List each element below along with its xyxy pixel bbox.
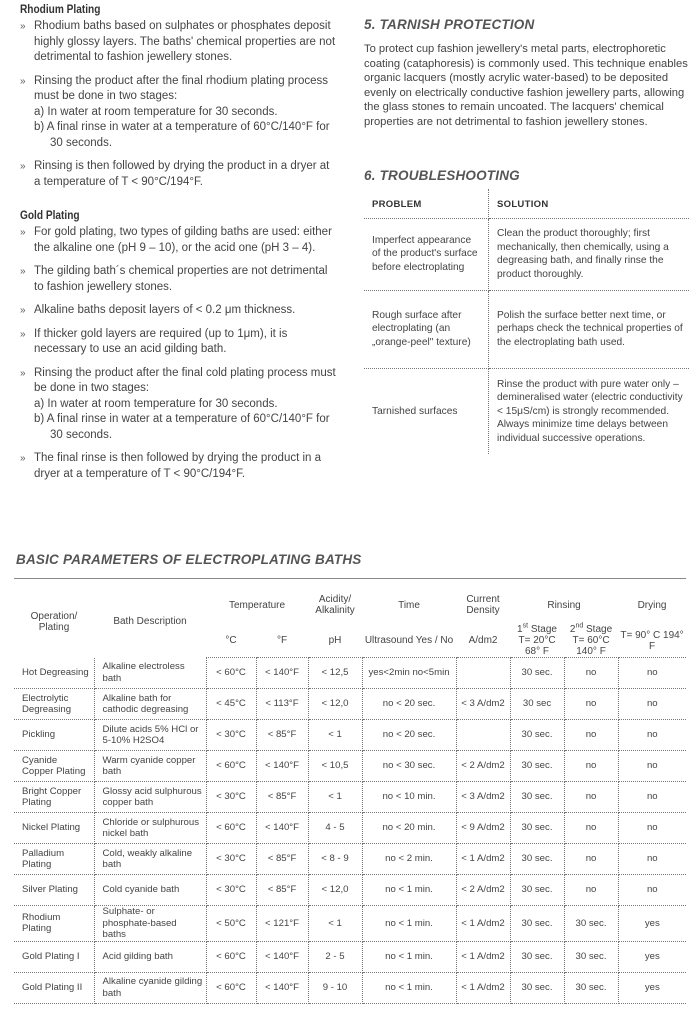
list-item: » Rinsing the product after the final rhodium plating process must be done in two stages: a) In water at room temperature for 30 seconds. b) A final rinse in water at a temperature of 60°C/140°F for 30 seconds. [20, 74, 330, 149]
table-row: Rough surface after electroplating (an „orange-peel" texture) Polish the surface better next time, or perhaps check the technical properties of the electroplating bath used. [364, 290, 689, 368]
cell-desc: Alkaline bath for cathodic degreasing [94, 689, 206, 720]
bullet-icon: » [20, 453, 26, 464]
stage1-header: 1st Stage T= 20°C 68° F [510, 624, 564, 658]
cell-desc: Alkaline cyanide gilding bath [94, 972, 206, 1003]
list-item: » The gilding bath´s chemical properties are not detrimental to fashion jewellery stones. [20, 265, 328, 293]
operation-header: Operation/ Plating [30, 610, 78, 633]
baths-heading: BASIC PARAMETERS OF ELECTROPLATING BATHS [16, 552, 362, 567]
cell-op: Bright Copper Plating [14, 782, 94, 813]
cell-f: < 140°F [256, 751, 308, 782]
cell-r2: no [564, 782, 618, 813]
cell-c: < 30°C [206, 844, 256, 875]
table-row: Tarnished surfaces Rinse the product with pure water only – demineralised water (electric conductivity < 15μS/cm) is strongly recommended. Always minimize time delays between individual successive operations. [364, 368, 689, 454]
cell-f: < 140°F [256, 658, 308, 689]
table-row [14, 972, 686, 1003]
left-column [16, 4, 336, 490]
cell-ph: < 10,5 [308, 751, 362, 782]
cell-r1: 30 sec. [510, 813, 564, 844]
cell-r1: 30 sec. [510, 751, 564, 782]
cell-f: < 140°F [256, 813, 308, 844]
cell-op: Nickel Plating [14, 813, 94, 844]
current-header: Current Density [466, 594, 500, 616]
cell-f: < 140°F [256, 972, 308, 1003]
gold-heading: Gold Plating [20, 210, 80, 222]
bullet-icon: » [20, 367, 26, 379]
table-row [14, 941, 686, 972]
cell-dry: no [618, 782, 686, 813]
cell-time: no < 20 sec. [362, 689, 456, 720]
adm-header: A/dm2 [456, 624, 510, 658]
cell-cur: < 1 A/dm2 [456, 844, 510, 875]
cell-op: Electrolytic Degreasing [14, 689, 94, 720]
solution-header: SOLUTION [489, 189, 690, 219]
cell-f: < 85°F [256, 720, 308, 751]
list-item: » The final rinse is then followed by drying the product in a dryer at a temperature of T < 90°C/194°F. [20, 452, 322, 480]
celsius-header: °C [206, 624, 256, 658]
table-row [14, 658, 686, 689]
cell-dry: no [618, 751, 686, 782]
tarnish-text: To protect cup fashion jewellery's metal parts, electrophoretic coating (cataphoresis) is commonly used. This technique enables organic lacquers (mostly acrylic water-based) to be deposited evenly on electrically conductive fashion jewellery parts, allowing the glass stones to remain uncoated. The lacquers' chemical properties are not detrimental to fashion jewellery stones. [364, 43, 688, 128]
cell-op: Palladium Plating [14, 844, 94, 875]
troubleshooting-table [364, 189, 689, 455]
cell-dry: yes [618, 906, 686, 942]
baths-table-body [14, 658, 686, 1004]
drying-header: Drying [637, 599, 667, 611]
cell-time: no < 1 min. [362, 906, 456, 942]
cell-ph: < 12,0 [308, 875, 362, 906]
temperature-header: Temperature [228, 599, 286, 611]
cell-cur: < 3 A/dm2 [456, 689, 510, 720]
table-row [14, 689, 686, 720]
cell-c: < 60°C [206, 813, 256, 844]
cell-r2: 30 sec. [564, 906, 618, 942]
cell-c: < 60°C [206, 972, 256, 1003]
cell-desc: Alkaline electroless bath [94, 658, 206, 689]
stage2-header: 2nd Stage T= 60°C 140° F [564, 624, 618, 658]
cell-c: < 30°C [206, 782, 256, 813]
cell-r2: 30 sec. [564, 941, 618, 972]
table-row [14, 813, 686, 844]
list-item: » Rinsing is then followed by drying the product in a dryer at a temperature of T < 90°C/194°F. [20, 160, 330, 188]
cell-c: < 45°C [206, 689, 256, 720]
cell-cur [456, 658, 510, 689]
cell-dry: no [618, 658, 686, 689]
cell-time: no < 20 min. [362, 813, 456, 844]
cell-time: no < 1 min. [362, 972, 456, 1003]
cell-cur: < 3 A/dm2 [456, 782, 510, 813]
cell-r2: no [564, 751, 618, 782]
list-item: » For gold plating, two types of gilding baths are used: either the alkaline one (pH 9 – 10), or the acid one (pH 3 – 4). [20, 226, 332, 254]
description-header: Bath Description [113, 616, 187, 628]
cell-f: < 85°F [256, 875, 308, 906]
cell-dry: no [618, 875, 686, 906]
bullet-icon: » [20, 305, 26, 316]
fahrenheit-header: °F [256, 624, 308, 658]
cell-dry: yes [618, 972, 686, 1003]
cell-r1: 30 sec. [510, 844, 564, 875]
cell-time: no < 1 min. [362, 875, 456, 906]
cell-ph: < 1 [308, 906, 362, 942]
acidity-header: Acidity/ Alkalinity [315, 594, 355, 616]
cell-desc: Dilute acids 5% HCl or 5-10% H2SO4 [94, 720, 206, 751]
time-header: Time [398, 599, 420, 611]
list-item: » If thicker gold layers are required (up to 1μm), it is necessary to use an acid gilding bath. [20, 327, 288, 355]
cell-desc: Cold cyanide bath [94, 875, 206, 906]
cell-op: Pickling [14, 720, 94, 751]
table-row: Imperfect appearance of the product's surface before electroplating Clean the product thoroughly; first mechanically, then chemically, using a degreasing bath, and finally rinse the product thoroughly. [364, 218, 689, 290]
drying-temp-header: T= 90° C 194° F [618, 624, 686, 658]
cell-dry: yes [618, 941, 686, 972]
cell-cur: < 2 A/dm2 [456, 875, 510, 906]
cell-r2: no [564, 689, 618, 720]
cell-r1: 30 sec. [510, 875, 564, 906]
cell-r1: 30 sec. [510, 782, 564, 813]
cell-time: no < 20 sec. [362, 720, 456, 751]
table-row [14, 875, 686, 906]
cell-cur: < 2 A/dm2 [456, 751, 510, 782]
cell-f: < 85°F [256, 844, 308, 875]
cell-time: no < 30 sec. [362, 751, 456, 782]
cell-desc: Warm cyanide copper bath [94, 751, 206, 782]
cell-r1: 30 sec [510, 689, 564, 720]
cell-dry: no [618, 813, 686, 844]
bullet-icon: » [20, 21, 26, 32]
cell-r2: no [564, 844, 618, 875]
cell-r2: no [564, 813, 618, 844]
rhodium-heading: Rhodium Plating [20, 4, 101, 16]
bullet-icon: » [20, 227, 26, 238]
cell-r2: 30 sec. [564, 972, 618, 1003]
cell-ph: 2 - 5 [308, 941, 362, 972]
bullet-icon: » [20, 266, 26, 277]
cell-c: < 60°C [206, 941, 256, 972]
table-row [14, 906, 686, 942]
cell-desc: Acid gilding bath [94, 941, 206, 972]
cell-cur [456, 720, 510, 751]
cell-op: Cyanide Copper Plating [14, 751, 94, 782]
tarnish-heading: 5. TARNISH PROTECTION [364, 17, 535, 32]
list-item: » Alkaline baths deposit layers of < 0.2 μm thickness. [16, 303, 336, 319]
cell-f: < 121°F [256, 906, 308, 942]
cell-r1: 30 sec. [510, 941, 564, 972]
cell-dry: no [618, 844, 686, 875]
cell-ph: < 1 [308, 782, 362, 813]
cell-op: Hot Degreasing [14, 658, 94, 689]
cell-cur: < 1 A/dm2 [456, 906, 510, 942]
cell-f: < 85°F [256, 782, 308, 813]
right-column [364, 17, 689, 454]
cell-f: < 113°F [256, 689, 308, 720]
bullet-icon: » [20, 161, 26, 172]
cell-op: Gold Plating I [14, 941, 94, 972]
table-row [14, 844, 686, 875]
cell-r2: no [564, 875, 618, 906]
cell-time: no < 1 min. [362, 941, 456, 972]
ultrasound-header: Ultrasound Yes / No [362, 624, 456, 658]
cell-c: < 50°C [206, 906, 256, 942]
cell-r1: 30 sec. [510, 972, 564, 1003]
bullet-icon: » [20, 75, 26, 87]
table-row [14, 782, 686, 813]
cell-r1: 30 sec. [510, 658, 564, 689]
list-item: » Rinsing the product after the final cold plating process must be done in two stages: a) In water at room temperature for 30 seconds. b) A final rinse in water at a temperature of 60°C/140°F for 30 seconds. [20, 366, 336, 441]
cell-c: < 60°C [206, 751, 256, 782]
cell-ph: < 8 - 9 [308, 844, 362, 875]
cell-desc: Glossy acid sulphurous copper bath [94, 782, 206, 813]
cell-time: no < 2 min. [362, 844, 456, 875]
cell-r2: no [564, 720, 618, 751]
cell-cur: < 1 A/dm2 [456, 941, 510, 972]
cell-dry: no [618, 720, 686, 751]
cell-c: < 30°C [206, 875, 256, 906]
cell-time: no < 10 min. [362, 782, 456, 813]
baths-table [14, 586, 686, 1004]
cell-desc: Sulphate- or phosphate-based baths [94, 906, 206, 942]
cell-r1: 30 sec. [510, 906, 564, 942]
divider [14, 578, 686, 579]
cell-c: < 60°C [206, 658, 256, 689]
troubleshooting-heading: 6. TROUBLESHOOTING [364, 167, 520, 183]
table-row [14, 720, 686, 751]
cell-ph: 4 - 5 [308, 813, 362, 844]
cell-cur: < 9 A/dm2 [456, 813, 510, 844]
cell-desc: Cold, weakly alkaline bath [94, 844, 206, 875]
cell-c: < 30°C [206, 720, 256, 751]
bullet-icon: » [20, 328, 26, 340]
cell-ph: 9 - 10 [308, 972, 362, 1003]
problem-header: PROBLEM [364, 189, 489, 219]
cell-r1: 30 sec. [510, 720, 564, 751]
cell-dry: no [618, 689, 686, 720]
cell-cur: < 1 A/dm2 [456, 972, 510, 1003]
cell-op: Rhodium Plating [14, 906, 94, 942]
cell-op: Gold Plating II [14, 972, 94, 1003]
ph-header: pH [308, 624, 362, 658]
cell-ph: < 12,5 [308, 658, 362, 689]
cell-ph: < 12,0 [308, 689, 362, 720]
rinsing-header: Rinsing [547, 599, 581, 611]
cell-r2: no [564, 658, 618, 689]
table-row [14, 751, 686, 782]
cell-time: yes<2min no<5min [362, 658, 456, 689]
cell-f: < 140°F [256, 941, 308, 972]
cell-op: Silver Plating [14, 875, 94, 906]
cell-ph: < 1 [308, 720, 362, 751]
cell-desc: Chloride or sulphurous nickel bath [94, 813, 206, 844]
list-item: » Rhodium baths based on sulphates or phosphates deposit highly glossy layers. The baths' chemical properties are not detrimental to fashion jewellery stones. [20, 20, 336, 63]
